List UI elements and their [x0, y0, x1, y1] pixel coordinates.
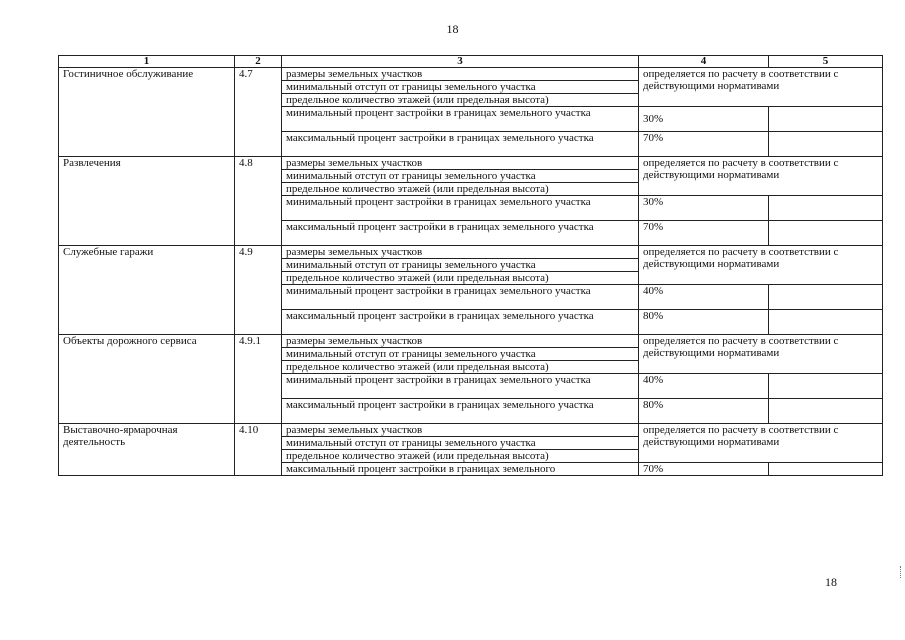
- parameter-cell: размеры земельных участков: [282, 157, 639, 170]
- use-code-cell: 4.9.1: [235, 335, 282, 424]
- empty-cell: [769, 399, 883, 424]
- col-header-4: 4: [639, 56, 769, 68]
- value-cell: 70%: [639, 221, 769, 246]
- empty-cell: [769, 107, 883, 132]
- value-cell: 30%: [639, 107, 769, 132]
- col-header-3: 3: [282, 56, 639, 68]
- parameter-cell: максимальный процент застройки в границах земельного участка: [282, 310, 639, 335]
- parameter-cell: минимальный отступ от границы земельного участка: [282, 348, 639, 361]
- value-cell: определяется по расчету в соответствии с действующими нормативами: [639, 246, 883, 285]
- value-cell: 80%: [639, 310, 769, 335]
- col-header-5: 5: [769, 56, 883, 68]
- value-cell: определяется по расчету в соответствии с действующими нормативами: [639, 335, 883, 374]
- zoning-parameters-table: [58, 55, 883, 476]
- table-row: [59, 68, 883, 81]
- empty-cell: [769, 374, 883, 399]
- value-cell: 70%: [639, 132, 769, 157]
- use-name-cell: Гостиничное обслуживание: [59, 68, 235, 157]
- parameter-cell: предельное количество этажей (или предельная высота): [282, 94, 639, 107]
- parameter-cell: максимальный процент застройки в границах земельного участка: [282, 132, 639, 157]
- parameter-cell: предельное количество этажей (или предельная высота): [282, 450, 639, 463]
- table-row: [59, 157, 883, 170]
- table-row: [59, 246, 883, 259]
- empty-cell: [769, 132, 883, 157]
- page-number-bottom: 18: [825, 575, 837, 589]
- use-name-cell: Выставочно-ярмарочная деятельность: [59, 424, 235, 476]
- value-cell: 40%: [639, 374, 769, 399]
- header-row: [59, 56, 883, 68]
- value-cell: 30%: [639, 196, 769, 221]
- use-name-cell: Развлечения: [59, 157, 235, 246]
- value-cell: 70%: [639, 463, 769, 476]
- empty-cell: [769, 196, 883, 221]
- use-name-cell: Служебные гаражи: [59, 246, 235, 335]
- value-cell: определяется по расчету в соответствии с действующими нормативами: [639, 157, 883, 196]
- parameter-cell: максимальный процент застройки в границах земельного участка: [282, 221, 639, 246]
- parameter-cell: минимальный процент застройки в границах земельного участка: [282, 285, 639, 310]
- parameter-cell: минимальный отступ от границы земельного участка: [282, 170, 639, 183]
- col-header-1: 1: [59, 56, 235, 68]
- table-row: [59, 335, 883, 348]
- use-code-cell: 4.7: [235, 68, 282, 157]
- page-number-top: 18: [446, 22, 459, 36]
- parameter-cell: минимальный процент застройки в границах земельного участка: [282, 107, 639, 132]
- parameter-cell: минимальный процент застройки в границах земельного участка: [282, 374, 639, 399]
- parameter-cell: размеры земельных участков: [282, 246, 639, 259]
- table-row: [59, 424, 883, 437]
- parameter-cell: максимальный процент застройки в границах земельного: [282, 463, 639, 476]
- parameter-cell: минимальный отступ от границы земельного участка: [282, 259, 639, 272]
- value-cell: определяется по расчету в соответствии с действующими нормативами: [639, 68, 883, 107]
- empty-cell: [769, 310, 883, 335]
- use-code-cell: 4.8: [235, 157, 282, 246]
- parameter-cell: максимальный процент застройки в границах земельного участка: [282, 399, 639, 424]
- empty-cell: [769, 463, 883, 476]
- col-header-2: 2: [235, 56, 282, 68]
- parameter-cell: минимальный отступ от границы земельного участка: [282, 437, 639, 450]
- empty-cell: [769, 285, 883, 310]
- parameter-cell: минимальный процент застройки в границах земельного участка: [282, 196, 639, 221]
- use-code-cell: 4.10: [235, 424, 282, 476]
- parameter-cell: размеры земельных участков: [282, 335, 639, 348]
- parameter-cell: предельное количество этажей (или предельная высота): [282, 361, 639, 374]
- parameter-cell: предельное количество этажей (или предельная высота): [282, 272, 639, 285]
- use-name-cell: Объекты дорожного сервиса: [59, 335, 235, 424]
- parameter-cell: минимальный отступ от границы земельного участка: [282, 81, 639, 94]
- value-cell: определяется по расчету в соответствии с действующими нормативами: [639, 424, 883, 463]
- use-code-cell: 4.9: [235, 246, 282, 335]
- empty-cell: [769, 221, 883, 246]
- value-cell: 80%: [639, 399, 769, 424]
- value-cell: 40%: [639, 285, 769, 310]
- parameter-cell: предельное количество этажей (или предельная высота): [282, 183, 639, 196]
- parameter-cell: размеры земельных участков: [282, 68, 639, 81]
- parameter-cell: размеры земельных участков: [282, 424, 639, 437]
- scan-edge-mark: [900, 566, 904, 578]
